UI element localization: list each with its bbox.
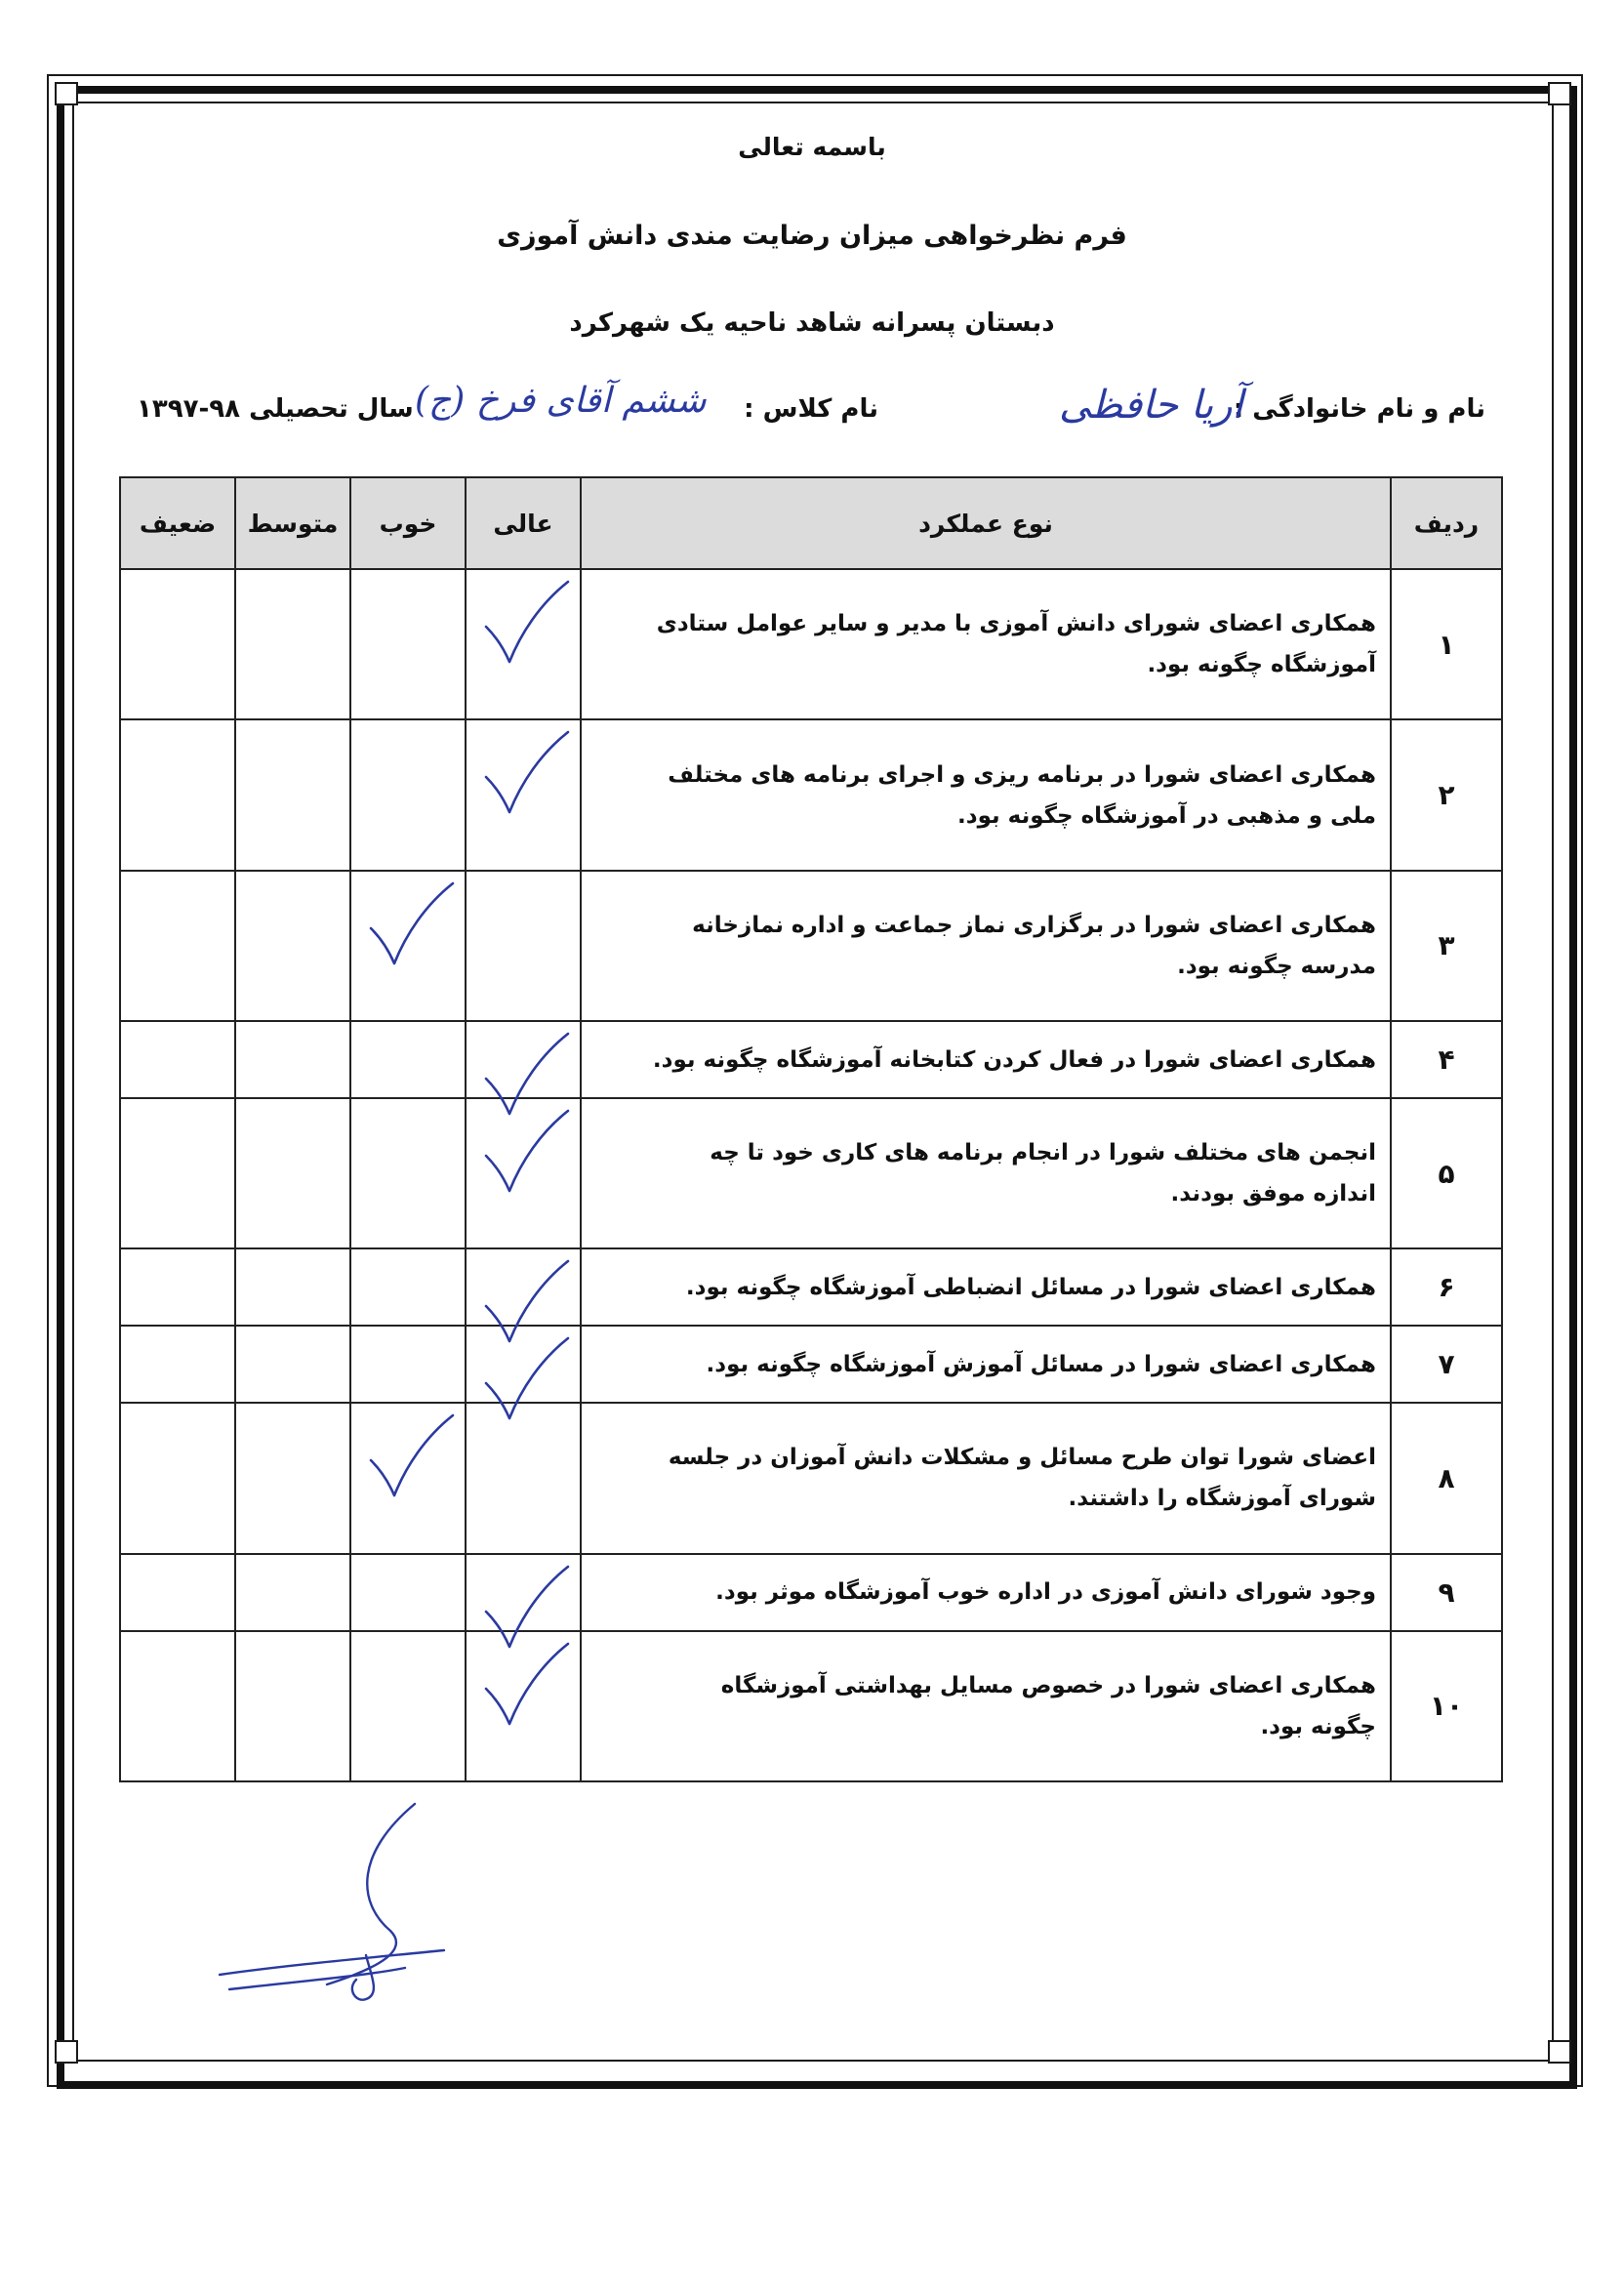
header-excellent: عالی [466, 477, 581, 569]
border-corner-ornament [1548, 2040, 1571, 2064]
rating-cell-weak[interactable] [120, 1021, 235, 1098]
evaluation-table [119, 476, 1503, 1782]
rating-cell-good[interactable] [350, 1021, 466, 1098]
rating-cell-good[interactable] [350, 569, 466, 719]
row-description: همکاری اعضای شورای دانش آموزی با مدیر و سایر عوامل ستادی آموزشگاه چگونه بود. [581, 569, 1391, 719]
check-mark-icon [363, 1411, 457, 1515]
header-index: ردیف [1391, 477, 1502, 569]
table-row [120, 1248, 1502, 1326]
border-corner-ornament [55, 82, 78, 105]
border-corner-ornament [55, 2040, 78, 2064]
rating-cell-average[interactable] [235, 719, 350, 870]
rating-cell-weak[interactable] [120, 1554, 235, 1631]
rating-cell-average[interactable] [235, 1021, 350, 1098]
school-name: دبستان پسرانه شاهد ناحیه یک شهرکرد [569, 308, 1055, 338]
check-mark-icon [478, 1107, 572, 1210]
border-corner-ornament [1548, 82, 1571, 105]
rating-cell-good[interactable] [350, 1554, 466, 1631]
rating-cell-good[interactable] [350, 871, 466, 1021]
rating-cell-average[interactable] [235, 871, 350, 1021]
row-description: وجود شورای دانش آموزی در اداره خوب آموزشگاه موثر بود. [581, 1554, 1391, 1631]
row-description: همکاری اعضای شورا در مسائل انضباطی آموزشگاه چگونه بود. [581, 1248, 1391, 1326]
table-row [120, 1021, 1502, 1098]
rating-cell-excellent[interactable] [466, 1631, 581, 1781]
rating-cell-excellent[interactable] [466, 1403, 581, 1553]
signature-drawing [210, 1794, 454, 2019]
rating-cell-excellent[interactable] [466, 1098, 581, 1248]
rating-cell-excellent[interactable] [466, 871, 581, 1021]
table-row [120, 1631, 1502, 1781]
row-description: همکاری اعضای شورا در برگزاری نماز جماعت و اداره نمازخانه مدرسه چگونه بود. [581, 871, 1391, 1021]
rating-cell-excellent[interactable] [466, 719, 581, 870]
row-index: ۴ [1391, 1021, 1502, 1098]
row-index: ۹ [1391, 1554, 1502, 1631]
rating-cell-good[interactable] [350, 1631, 466, 1781]
row-description: همکاری اعضای شورا در خصوص مسایل بهداشتی آموزشگاه چگونه بود. [581, 1631, 1391, 1781]
rating-cell-weak[interactable] [120, 1403, 235, 1553]
bismillah-heading: باسمه تعالی [738, 133, 886, 161]
rating-cell-weak[interactable] [120, 569, 235, 719]
row-index: ۶ [1391, 1248, 1502, 1326]
form-title: فرم نظرخواهی میزان رضایت مندی دانش آموزی [497, 221, 1127, 251]
row-index: ۷ [1391, 1326, 1502, 1403]
rating-cell-average[interactable] [235, 1326, 350, 1403]
rating-cell-weak[interactable] [120, 719, 235, 870]
row-index: ۸ [1391, 1403, 1502, 1553]
check-mark-icon [478, 728, 572, 832]
rating-cell-excellent[interactable] [466, 1554, 581, 1631]
header-weak: ضعیف [120, 477, 235, 569]
table-header-row [120, 477, 1502, 569]
rating-cell-weak[interactable] [120, 1098, 235, 1248]
rating-cell-average[interactable] [235, 1631, 350, 1781]
rating-cell-weak[interactable] [120, 1326, 235, 1403]
rating-cell-weak[interactable] [120, 1631, 235, 1781]
rating-cell-average[interactable] [235, 1554, 350, 1631]
row-description: همکاری اعضای شورا در فعال کردن کتابخانه آموزشگاه چگونه بود. [581, 1021, 1391, 1098]
rating-cell-excellent[interactable] [466, 1248, 581, 1326]
header-average: متوسط [235, 477, 350, 569]
header-good: خوب [350, 477, 466, 569]
check-mark-icon [363, 879, 457, 983]
rating-cell-excellent[interactable] [466, 1326, 581, 1403]
table-row [120, 1098, 1502, 1248]
class-label: نام کلاس : [744, 394, 878, 424]
class-handwritten-value: ششم آقای فرخ (ج) [415, 381, 707, 421]
table-row [120, 1554, 1502, 1631]
row-index: ۵ [1391, 1098, 1502, 1248]
table-row [120, 1326, 1502, 1403]
table-row [120, 569, 1502, 719]
rating-cell-average[interactable] [235, 1248, 350, 1326]
name-label: نام و نام خانوادگی : [1233, 394, 1485, 424]
row-index: ۳ [1391, 871, 1502, 1021]
row-index: ۲ [1391, 719, 1502, 870]
table-row [120, 1403, 1502, 1553]
row-description: همکاری اعضای شورا در مسائل آموزش آموزشگاه چگونه بود. [581, 1326, 1391, 1403]
rating-cell-weak[interactable] [120, 871, 235, 1021]
table-row [120, 719, 1502, 870]
table-row [120, 871, 1502, 1021]
check-mark-icon [478, 1640, 572, 1743]
rating-cell-good[interactable] [350, 719, 466, 870]
rating-cell-average[interactable] [235, 1098, 350, 1248]
rating-cell-good[interactable] [350, 1098, 466, 1248]
rating-cell-average[interactable] [235, 569, 350, 719]
rating-cell-weak[interactable] [120, 1248, 235, 1326]
row-description: اعضای شورا توان طرح مسائل و مشکلات دانش آموزان در جلسه شورای آموزشگاه را داشتند. [581, 1403, 1391, 1553]
rating-cell-good[interactable] [350, 1403, 466, 1553]
check-mark-icon [478, 578, 572, 681]
rating-cell-excellent[interactable] [466, 569, 581, 719]
header-description: نوع عملکرد [581, 477, 1391, 569]
rating-cell-good[interactable] [350, 1326, 466, 1403]
academic-year-label: سال تحصیلی ۹۸-۱۳۹۷ [137, 394, 414, 424]
rating-cell-good[interactable] [350, 1248, 466, 1326]
name-handwritten-value: آریا حافظی [1059, 383, 1243, 428]
rating-cell-excellent[interactable] [466, 1021, 581, 1098]
row-index: ۱ [1391, 569, 1502, 719]
row-index: ۱۰ [1391, 1631, 1502, 1781]
rating-cell-average[interactable] [235, 1403, 350, 1553]
row-description: انجمن های مختلف شورا در انجام برنامه های کاری خود تا چه اندازه موفق بودند. [581, 1098, 1391, 1248]
row-description: همکاری اعضای شورا در برنامه ریزی و اجرای برنامه های مختلف ملی و مذهبی در آموزشگاه چگونه بود. [581, 719, 1391, 870]
